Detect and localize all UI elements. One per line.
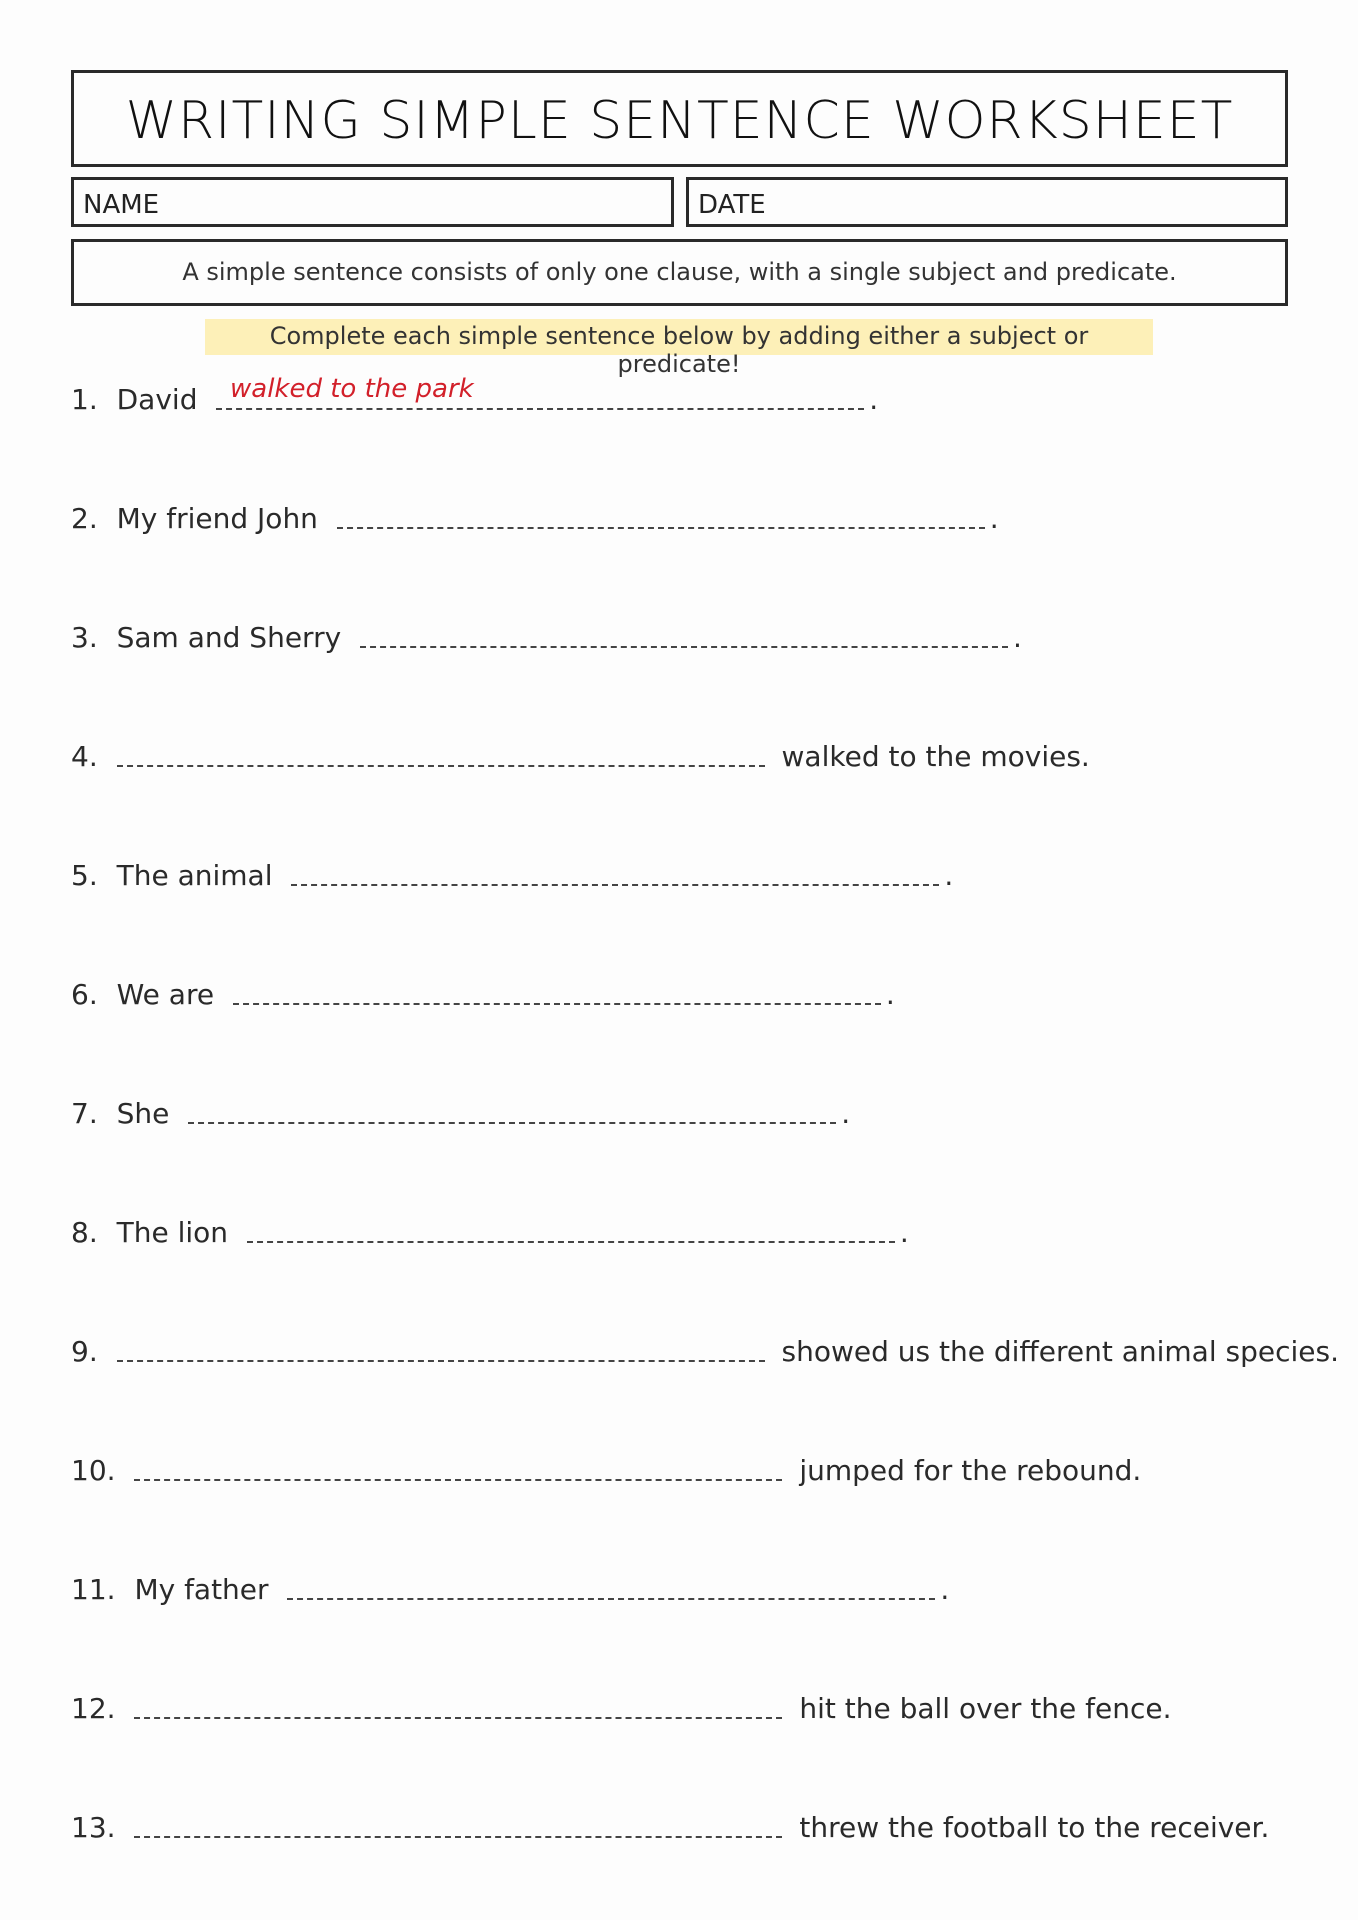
answer-blank[interactable] bbox=[134, 1812, 782, 1838]
answer-blank[interactable] bbox=[117, 741, 765, 767]
name-label: NAME bbox=[83, 190, 160, 220]
item-suffix: . bbox=[940, 1573, 950, 1606]
instruction-text: Complete each simple sentence below by adding either a subject or predicate! bbox=[269, 322, 1089, 378]
item-suffix: threw the football to the receiver. bbox=[799, 1811, 1270, 1844]
sentence-item-9 bbox=[71, 1335, 1339, 1375]
item-prefix: The lion bbox=[116, 1216, 229, 1249]
item-number: 8. bbox=[71, 1216, 98, 1249]
item-prefix: We are bbox=[116, 978, 215, 1011]
instruction-highlight bbox=[205, 319, 1153, 378]
item-number: 12. bbox=[71, 1692, 116, 1725]
sentence-item-13 bbox=[71, 1811, 1269, 1851]
item-prefix: My friend John bbox=[116, 502, 318, 535]
worksheet-title: WRITING SIMPLE SENTENCE WORKSHEET bbox=[125, 91, 1234, 151]
item-prefix: My father bbox=[134, 1573, 269, 1606]
item-number: 7. bbox=[71, 1097, 98, 1130]
sentence-item-4 bbox=[71, 740, 1090, 780]
item-number: 6. bbox=[71, 978, 98, 1011]
sentence-item-10 bbox=[71, 1454, 1141, 1494]
date-field[interactable] bbox=[686, 177, 1288, 227]
item-suffix: . bbox=[1012, 621, 1022, 654]
item-number: 1. bbox=[71, 383, 98, 416]
sentence-item-2 bbox=[71, 502, 999, 542]
item-suffix: walked to the movies. bbox=[781, 740, 1090, 773]
answer-blank[interactable] bbox=[188, 1098, 836, 1124]
item-suffix: . bbox=[899, 1216, 909, 1249]
sentence-item-1 bbox=[71, 383, 878, 423]
answer-blank[interactable] bbox=[337, 503, 985, 529]
answer-blank[interactable] bbox=[287, 1574, 935, 1600]
date-label: DATE bbox=[698, 190, 766, 220]
item-number: 13. bbox=[71, 1811, 116, 1844]
answer-blank[interactable] bbox=[134, 1693, 782, 1719]
answer-blank[interactable] bbox=[134, 1455, 782, 1481]
item-number: 9. bbox=[71, 1335, 98, 1368]
item-suffix: . bbox=[885, 978, 895, 1011]
sentence-item-11 bbox=[71, 1573, 949, 1613]
item-prefix: David bbox=[116, 383, 198, 416]
name-field[interactable] bbox=[71, 177, 674, 227]
item-number: 4. bbox=[71, 740, 98, 773]
item-suffix: . bbox=[869, 383, 879, 416]
sentence-item-12 bbox=[71, 1692, 1172, 1732]
item-prefix: The animal bbox=[116, 859, 273, 892]
sentence-item-8 bbox=[71, 1216, 909, 1256]
answer-blank[interactable] bbox=[233, 979, 881, 1005]
sentence-item-5 bbox=[71, 859, 953, 899]
answer-blank[interactable] bbox=[291, 860, 939, 886]
item-number: 2. bbox=[71, 502, 98, 535]
item-suffix: hit the ball over the fence. bbox=[799, 1692, 1172, 1725]
sentence-item-7 bbox=[71, 1097, 850, 1137]
item-suffix: . bbox=[841, 1097, 851, 1130]
definition-box bbox=[71, 239, 1288, 306]
definition-text: A simple sentence consists of only one clause, with a single subject and predicate. bbox=[182, 258, 1177, 286]
item-number: 3. bbox=[71, 621, 98, 654]
sentence-item-6 bbox=[71, 978, 895, 1018]
item-number: 10. bbox=[71, 1454, 116, 1487]
answer-blank[interactable] bbox=[117, 1336, 765, 1362]
item-number: 5. bbox=[71, 859, 98, 892]
item-suffix: . bbox=[989, 502, 999, 535]
item-prefix: Sam and Sherry bbox=[116, 621, 342, 654]
example-answer: walked to the park bbox=[230, 374, 474, 404]
title-box bbox=[71, 70, 1288, 167]
answer-blank[interactable] bbox=[247, 1217, 895, 1243]
answer-blank[interactable] bbox=[360, 622, 1008, 648]
item-suffix: . bbox=[944, 859, 954, 892]
sentence-item-3 bbox=[71, 621, 1022, 661]
item-suffix: showed us the different animal species. bbox=[781, 1335, 1339, 1368]
item-prefix: She bbox=[116, 1097, 170, 1130]
item-number: 11. bbox=[71, 1573, 116, 1606]
item-suffix: jumped for the rebound. bbox=[799, 1454, 1142, 1487]
